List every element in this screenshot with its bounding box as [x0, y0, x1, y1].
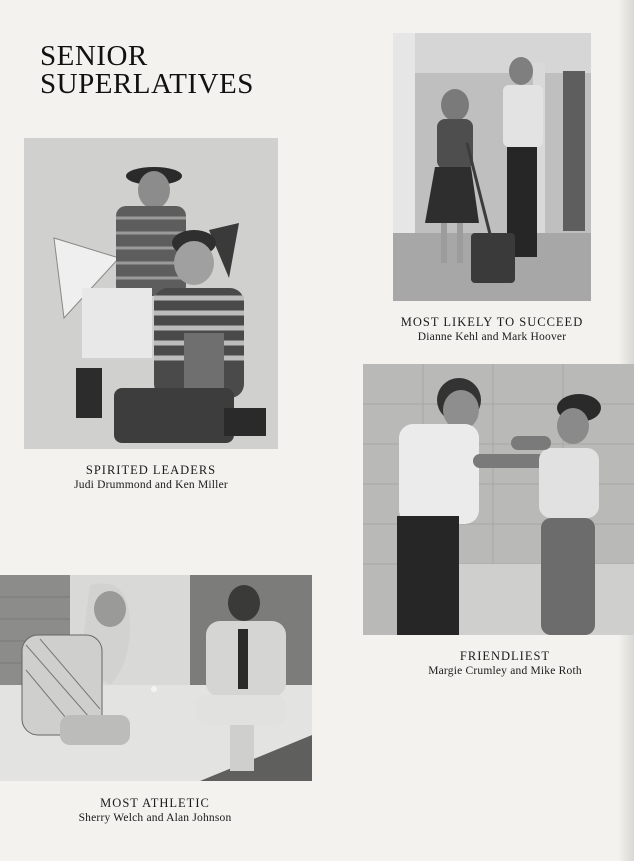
- photo-friendliest: [363, 364, 634, 635]
- caption-spirited-leaders: [24, 462, 278, 493]
- page-title-line-2: SUPERLATIVES: [40, 68, 254, 100]
- award-label: SPIRITED LEADERS: [85, 463, 217, 477]
- award-names: Margie Crumley and Mike Roth: [428, 665, 582, 677]
- award-label: MOST LIKELY TO SUCCEED: [400, 315, 584, 329]
- caption-most-athletic: [40, 795, 270, 826]
- page-title: [40, 42, 254, 98]
- award-label: FRIENDLIEST: [459, 649, 551, 663]
- award-names: Judi Drummond and Ken Miller: [74, 479, 228, 491]
- photo-most-athletic: [0, 575, 312, 781]
- caption-friendliest: [400, 648, 610, 679]
- photo-most-likely-to-succeed: [393, 33, 591, 301]
- photo-spirited-leaders: [24, 138, 278, 449]
- caption-most-likely-to-succeed: [390, 314, 594, 345]
- page-title-line-1: SENIOR: [40, 40, 148, 72]
- award-names: Sherry Welch and Alan Johnson: [78, 812, 232, 824]
- award-names: Dianne Kehl and Mark Hoover: [417, 331, 567, 343]
- award-label: MOST ATHLETIC: [100, 796, 210, 810]
